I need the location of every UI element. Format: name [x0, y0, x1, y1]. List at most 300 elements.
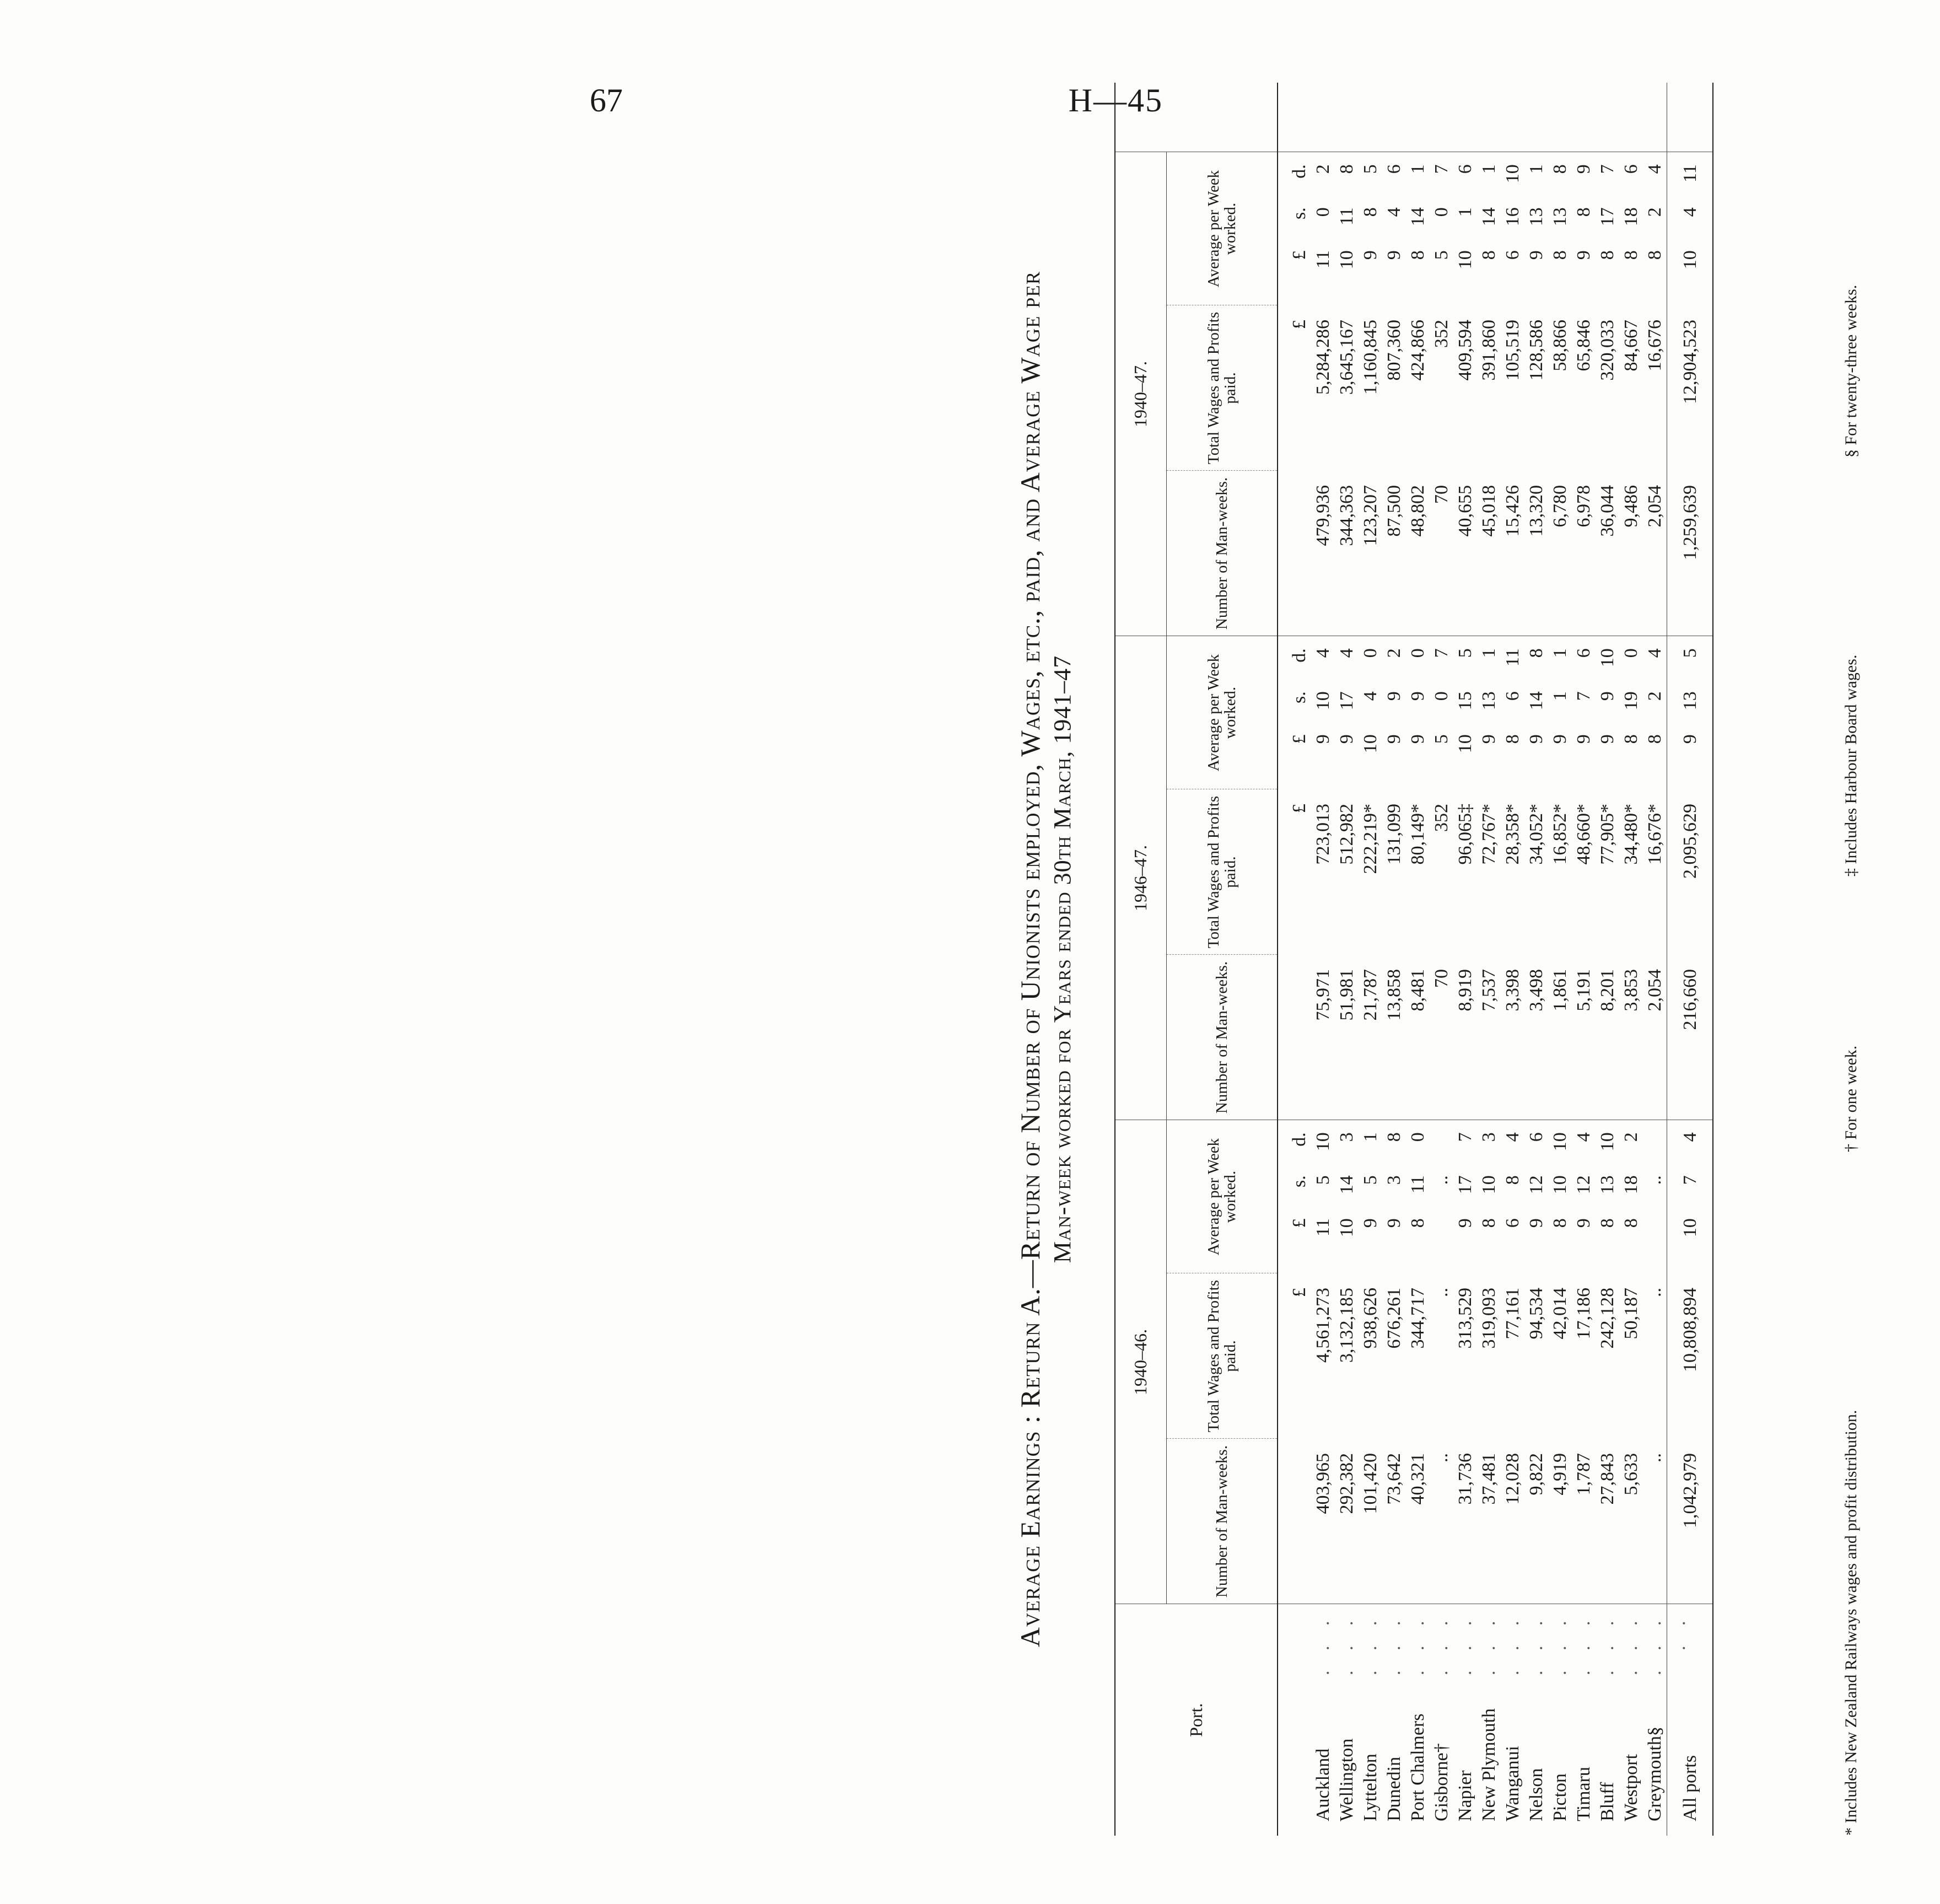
- total-wages-cell: 409,594: [1455, 319, 1475, 381]
- port-label: Picton: [1550, 1773, 1570, 1821]
- port-label: Lyttelton: [1360, 1754, 1381, 1821]
- average-cell: [1667, 152, 1713, 305]
- avg-pence: 6: [1455, 164, 1475, 174]
- avg-shillings: 18: [1621, 1175, 1641, 1195]
- avg-pounds: 9: [1573, 734, 1594, 744]
- avg-pence: 7: [1597, 164, 1618, 174]
- port-label: Westport: [1621, 1754, 1641, 1821]
- average-cell: [1596, 1120, 1619, 1273]
- avg-shillings: 2: [1645, 691, 1665, 701]
- total-wages-cell: 58,866: [1550, 319, 1570, 372]
- total-wages-cell: 16,852*: [1550, 803, 1570, 865]
- avg-pence: 10: [1597, 1132, 1618, 1152]
- avg-pence: 11: [1679, 164, 1700, 182]
- man-weeks-cell: 70: [1430, 955, 1453, 1120]
- leader-dots: . . .: [1455, 1613, 1475, 1675]
- average-cell: [1430, 636, 1453, 789]
- average-cell: [1311, 152, 1335, 305]
- average-cell: [1643, 1120, 1667, 1273]
- avg-shillings: 12: [1573, 1175, 1594, 1195]
- avg-pounds: 8: [1479, 1218, 1499, 1228]
- leader-dots: . . .: [1337, 1613, 1357, 1675]
- avg-pence: 4: [1645, 648, 1665, 658]
- port-label: Timaru: [1573, 1767, 1594, 1821]
- man-weeks-cell: 1,861: [1548, 955, 1572, 1120]
- pound-unit: £: [1289, 319, 1310, 329]
- avg-pence: 5: [1679, 648, 1700, 658]
- total-wages-cell: 4,561,273: [1313, 1288, 1333, 1363]
- avg-shillings: 4: [1384, 207, 1404, 217]
- avg-pounds: 8: [1597, 1218, 1618, 1228]
- table-row: [1406, 83, 1430, 1836]
- avg-pence: 5: [1360, 164, 1381, 174]
- port-name: [1619, 1604, 1643, 1836]
- average-cell: [1406, 1120, 1430, 1273]
- table-row: [1382, 83, 1406, 1836]
- total-wages-cell: 128,586: [1526, 319, 1546, 381]
- avg-pence: 6: [1621, 164, 1641, 174]
- man-weeks-cell: 21,787: [1359, 955, 1382, 1120]
- total-wages-cell: 424,866: [1408, 319, 1428, 381]
- pound-unit: £: [1289, 250, 1310, 260]
- port-name: [1359, 1604, 1382, 1836]
- average-cell: [1359, 636, 1382, 789]
- average-cell: [1667, 636, 1713, 789]
- average-cell: [1619, 152, 1643, 305]
- avg-pounds: 9: [1526, 250, 1546, 260]
- average-cell: [1596, 152, 1619, 305]
- avg-pounds: 10: [1679, 1218, 1700, 1238]
- leader-dots: . . .: [1597, 1613, 1618, 1675]
- total-wages-cell: 344,717: [1408, 1288, 1428, 1349]
- avg-pence: 0: [1621, 648, 1641, 658]
- return-a-landscape: [1014, 83, 1940, 1836]
- page-number: 67: [590, 82, 623, 119]
- total-wages-cell: 105,519: [1502, 319, 1523, 381]
- total-wages-cell: 72,767*: [1479, 803, 1499, 865]
- man-weeks-cell: 5,191: [1572, 955, 1596, 1120]
- avg-shillings: 5: [1360, 1175, 1381, 1185]
- table-row: [1524, 83, 1548, 1836]
- avg-pence: 11: [1502, 648, 1523, 666]
- port-name: [1335, 1604, 1359, 1836]
- avg-shillings: 14: [1408, 207, 1428, 227]
- pound-unit: £: [1289, 734, 1310, 744]
- avg-pounds: 10: [1455, 250, 1475, 270]
- total-wages-cell: 313,529: [1455, 1288, 1475, 1349]
- port-label: Auckland: [1313, 1748, 1333, 1821]
- man-weeks-cell: 7,537: [1477, 955, 1501, 1120]
- average-cell: [1619, 636, 1643, 789]
- average-cell: [1453, 1120, 1477, 1273]
- table-row: [1430, 83, 1453, 1836]
- total-wages-cell: ..: [1431, 1288, 1452, 1297]
- total-wages-cell: 222,219*: [1360, 803, 1381, 874]
- port-label: Nelson: [1526, 1768, 1546, 1821]
- avg-pence: 1: [1408, 164, 1428, 174]
- man-weeks-cell: 8,201: [1596, 955, 1619, 1120]
- average-cell: [1382, 1120, 1406, 1273]
- avg-pounds: 9: [1384, 250, 1404, 260]
- total-wages-cell: 34,052*: [1526, 803, 1546, 865]
- average-cell: [1501, 1120, 1524, 1273]
- total-wages-cell: 938,626: [1360, 1288, 1381, 1349]
- port-label: All ports: [1679, 1755, 1700, 1821]
- man-weeks-cell: ..: [1643, 1439, 1667, 1604]
- total-wages-cell: 723,013: [1313, 803, 1333, 865]
- avg-shillings: 13: [1679, 691, 1700, 711]
- avg-pence: 6: [1384, 164, 1404, 174]
- man-weeks-cell: 70: [1430, 471, 1453, 636]
- man-weeks-header: Number of Man-weeks.: [1167, 1439, 1278, 1604]
- table-row: [1359, 83, 1382, 1836]
- avg-pounds: 9: [1313, 734, 1333, 744]
- total-wages-cell: 131,099: [1384, 803, 1404, 865]
- avg-shillings: 8: [1573, 207, 1594, 217]
- avg-pounds: 9: [1408, 734, 1428, 744]
- table-row: [1619, 83, 1643, 1836]
- avg-pounds: 5: [1431, 250, 1452, 260]
- average-cell: [1548, 1120, 1572, 1273]
- man-weeks-cell: 13,320: [1524, 471, 1548, 636]
- man-weeks-cell: 2,054: [1643, 471, 1667, 636]
- man-weeks-cell: 4,919: [1548, 1439, 1572, 1604]
- average-cell: [1406, 636, 1430, 789]
- man-weeks-cell: 75,971: [1311, 955, 1335, 1120]
- avg-pounds: 9: [1526, 734, 1546, 744]
- avg-shillings: 17: [1455, 1175, 1475, 1195]
- table-row: [1596, 83, 1619, 1836]
- avg-pence: 6: [1573, 648, 1594, 658]
- leader-dots: . .: [1669, 1613, 1689, 1650]
- man-weeks-cell: 27,843: [1596, 1439, 1619, 1604]
- average-cell: [1524, 152, 1548, 305]
- pence-unit: d.: [1289, 1132, 1310, 1147]
- port-label: Gisborne†: [1431, 1743, 1452, 1821]
- total-wages-cell: 96,065‡: [1455, 803, 1475, 865]
- avg-pounds: 9: [1573, 1218, 1594, 1228]
- port-name: [1311, 1604, 1335, 1836]
- avg-pence: 8: [1550, 164, 1570, 174]
- avg-pence: 7: [1431, 164, 1452, 174]
- port-label: Dunedin: [1384, 1756, 1404, 1821]
- total-wages-cell: 319,093: [1479, 1288, 1499, 1349]
- avg-pence: 0: [1360, 648, 1381, 658]
- document-reference: H—45: [1068, 82, 1163, 119]
- avg-shillings: ..: [1645, 1175, 1665, 1185]
- avg-shillings: 6: [1502, 691, 1523, 701]
- avg-pence: 10: [1313, 1132, 1333, 1152]
- man-weeks-cell: 12,028: [1501, 1439, 1524, 1604]
- table-row: [1311, 83, 1335, 1836]
- avg-pounds: 8: [1597, 250, 1618, 260]
- avg-shillings: 9: [1597, 691, 1618, 701]
- avg-pence: 2: [1384, 648, 1404, 658]
- avg-shillings: 0: [1431, 691, 1452, 701]
- avg-shillings: 14: [1337, 1175, 1357, 1195]
- man-weeks-cell: 3,853: [1619, 955, 1643, 1120]
- average-cell: [1572, 636, 1596, 789]
- avg-shillings: 10: [1550, 1175, 1570, 1195]
- avg-pounds: 9: [1360, 250, 1381, 260]
- total-wages-header: Total Wages and Profits paid.: [1167, 789, 1278, 955]
- port-name: [1501, 1604, 1524, 1836]
- avg-pounds: 8: [1621, 250, 1641, 260]
- avg-pounds: 10: [1337, 250, 1357, 270]
- avg-pounds: 6: [1502, 250, 1523, 260]
- total-wages-cell: 320,033: [1597, 319, 1618, 381]
- port-name: [1453, 1604, 1477, 1836]
- man-weeks-cell: 479,936: [1311, 471, 1335, 636]
- average-cell: [1477, 636, 1501, 789]
- avg-pounds: 9: [1550, 734, 1570, 744]
- leader-dots: . . .: [1313, 1613, 1333, 1675]
- average-header: Average per Week worked.: [1167, 152, 1278, 305]
- man-weeks-cell: 37,481: [1477, 1439, 1501, 1604]
- port-name: [1572, 1604, 1596, 1836]
- group-header-1940-46: 1940–46.: [1115, 1120, 1167, 1604]
- group-header-1940-47: 1940–47.: [1115, 152, 1167, 636]
- man-weeks-cell: 6,978: [1572, 471, 1596, 636]
- man-weeks-cell: 73,642: [1382, 1439, 1406, 1604]
- avg-shillings: 9: [1384, 691, 1404, 701]
- leader-dots: . . .: [1479, 1613, 1499, 1675]
- avg-pounds: 10: [1455, 734, 1475, 754]
- avg-shillings: 17: [1337, 691, 1357, 711]
- avg-pounds: 6: [1502, 1218, 1523, 1228]
- avg-pounds: 8: [1479, 250, 1499, 260]
- total-wages-cell: 352: [1431, 319, 1452, 348]
- port-column-header: Port.: [1115, 1604, 1278, 1836]
- port-name: [1596, 1604, 1619, 1836]
- avg-pounds: 8: [1408, 1218, 1428, 1228]
- man-weeks-cell: 2,054: [1643, 955, 1667, 1120]
- average-cell: [1453, 636, 1477, 789]
- avg-shillings: 8: [1360, 207, 1381, 217]
- total-wages-header: Total Wages and Profits paid.: [1167, 1273, 1278, 1439]
- man-weeks-cell: 3,398: [1501, 955, 1524, 1120]
- port-label: Bluff: [1597, 1782, 1618, 1821]
- avg-pence: 9: [1573, 164, 1594, 174]
- average-cell: [1453, 152, 1477, 305]
- man-weeks-cell: 6,780: [1548, 471, 1572, 636]
- average-cell: [1667, 1120, 1713, 1273]
- port-name: [1643, 1604, 1667, 1836]
- leader-dots: . . .: [1573, 1613, 1594, 1675]
- avg-shillings: 16: [1502, 207, 1523, 227]
- avg-pence: 0: [1408, 1132, 1428, 1142]
- man-weeks-header: Number of Man-weeks.: [1167, 471, 1278, 636]
- total-wages-cell: 10,808,894: [1667, 1273, 1713, 1439]
- average-cell: [1643, 636, 1667, 789]
- total-wages-cell: 16,676: [1645, 319, 1665, 372]
- average-cell: [1643, 152, 1667, 305]
- man-weeks-cell: 13,858: [1382, 955, 1406, 1120]
- shilling-unit: s.: [1289, 207, 1310, 219]
- avg-pence: 10: [1502, 164, 1523, 184]
- avg-pence: 1: [1479, 164, 1499, 174]
- average-cell: [1619, 1120, 1643, 1273]
- leader-dots: . . .: [1408, 1613, 1428, 1675]
- avg-pounds: 9: [1360, 1218, 1381, 1228]
- man-weeks-cell: 45,018: [1477, 471, 1501, 636]
- total-wages-cell: 80,149*: [1408, 803, 1428, 865]
- avg-pounds: 9: [1573, 250, 1594, 260]
- total-wages-cell: 94,534: [1526, 1288, 1546, 1340]
- shilling-unit: s.: [1289, 1175, 1310, 1187]
- avg-shillings: 7: [1573, 691, 1594, 701]
- average-cell: [1335, 636, 1359, 789]
- average-cell: [1501, 152, 1524, 305]
- avg-pence: 8: [1526, 648, 1546, 658]
- avg-pounds: 8: [1408, 250, 1428, 260]
- avg-shillings: 4: [1679, 207, 1700, 217]
- average-cell: [1524, 636, 1548, 789]
- port-name: [1406, 1604, 1430, 1836]
- total-wages-cell: 3,645,167: [1337, 319, 1357, 395]
- table-row: [1335, 83, 1359, 1836]
- avg-shillings: 13: [1479, 691, 1499, 711]
- avg-pounds: 8: [1645, 734, 1665, 744]
- avg-pence: 1: [1479, 648, 1499, 658]
- port-label: Greymouth§: [1645, 1726, 1665, 1821]
- man-weeks-cell: 123,207: [1359, 471, 1382, 636]
- avg-pounds: 9: [1337, 734, 1357, 744]
- total-wages-cell: 17,186: [1573, 1288, 1594, 1340]
- total-wages-cell: 50,187: [1621, 1288, 1641, 1340]
- leader-dots: . . .: [1550, 1613, 1570, 1675]
- table-row: [1477, 83, 1501, 1836]
- man-weeks-cell: 9,486: [1619, 471, 1643, 636]
- pound-unit: £: [1289, 803, 1310, 813]
- total-wages-cell: 242,128: [1597, 1288, 1618, 1349]
- avg-pence: 7: [1455, 1132, 1475, 1142]
- avg-pence: 1: [1360, 1132, 1381, 1142]
- avg-pence: 1: [1550, 648, 1570, 658]
- table-subtitle: Man-week worked for Years ended 30th March, 1941–47: [1049, 655, 1076, 1263]
- average-cell: [1501, 636, 1524, 789]
- port-name: [1548, 1604, 1572, 1836]
- leader-dots: . . .: [1645, 1613, 1665, 1675]
- man-weeks-header: Number of Man-weeks.: [1167, 955, 1278, 1120]
- avg-pounds: 5: [1431, 734, 1452, 744]
- average-cell: [1572, 1120, 1596, 1273]
- avg-pence: 7: [1431, 648, 1452, 658]
- avg-pounds: 11: [1313, 1218, 1333, 1236]
- leader-dots: . . .: [1502, 1613, 1523, 1675]
- avg-shillings: 11: [1337, 207, 1357, 225]
- avg-shillings: 10: [1479, 1175, 1499, 1195]
- avg-shillings: 17: [1597, 207, 1618, 227]
- average-cell: [1477, 152, 1501, 305]
- port-name: [1382, 1604, 1406, 1836]
- total-wages-cell: 77,905*: [1597, 803, 1618, 865]
- avg-pence: 4: [1502, 1132, 1523, 1142]
- pence-unit: d.: [1289, 648, 1310, 663]
- average-cell: [1430, 152, 1453, 305]
- total-wages-cell: 1,160,845: [1360, 319, 1381, 395]
- total-wages-cell: 676,261: [1384, 1288, 1404, 1349]
- avg-pounds: 9: [1455, 1218, 1475, 1228]
- avg-shillings: 3: [1384, 1175, 1404, 1185]
- average-cell: [1382, 636, 1406, 789]
- man-weeks-cell: 1,042,979: [1667, 1439, 1713, 1604]
- man-weeks-cell: 36,044: [1596, 471, 1619, 636]
- average-header: Average per Week worked.: [1167, 636, 1278, 789]
- avg-shillings: 1: [1550, 691, 1570, 701]
- man-weeks-cell: 216,660: [1667, 955, 1713, 1120]
- table-row: [1548, 83, 1572, 1836]
- man-weeks-cell: 3,498: [1524, 955, 1548, 1120]
- average-cell: [1524, 1120, 1548, 1273]
- shilling-unit: s.: [1289, 691, 1310, 703]
- man-weeks-cell: 40,321: [1406, 1439, 1430, 1604]
- port-label: Wanganui: [1502, 1746, 1523, 1821]
- average-cell: [1572, 152, 1596, 305]
- group-header-1946-47: 1946–47.: [1115, 636, 1167, 1120]
- average-cell: [1596, 636, 1619, 789]
- average-cell: [1335, 152, 1359, 305]
- footnote-one-week: † For one week.: [1842, 1045, 1860, 1152]
- man-weeks-cell: ..: [1430, 1439, 1453, 1604]
- avg-pence: 3: [1337, 1132, 1357, 1142]
- man-weeks-cell: 292,382: [1335, 1439, 1359, 1604]
- avg-shillings: 15: [1455, 691, 1475, 711]
- total-wages-cell: 48,660*: [1573, 803, 1594, 865]
- avg-pence: 5: [1455, 648, 1475, 658]
- average-cell: [1548, 152, 1572, 305]
- total-wages-cell: 807,360: [1384, 319, 1404, 381]
- avg-pounds: 10: [1679, 250, 1700, 270]
- total-wages-cell: 16,676*: [1645, 803, 1665, 865]
- avg-pence: 3: [1479, 1132, 1499, 1142]
- avg-shillings: 2: [1645, 207, 1665, 217]
- man-weeks-cell: 8,919: [1453, 955, 1477, 1120]
- total-wages-cell: 3,132,185: [1337, 1288, 1357, 1363]
- pence-unit: d.: [1289, 164, 1310, 179]
- avg-pounds: 8: [1621, 1218, 1641, 1228]
- average-cell: [1359, 152, 1382, 305]
- avg-pounds: 8: [1502, 734, 1523, 744]
- table-row: [1453, 83, 1477, 1836]
- port-name: [1667, 1604, 1713, 1836]
- port-name: [1430, 1604, 1453, 1836]
- leader-dots: . . .: [1384, 1613, 1404, 1675]
- total-wages-cell: ..: [1645, 1288, 1665, 1297]
- total-wages-cell: 512,982: [1337, 803, 1357, 865]
- port-label: Port Chalmers: [1408, 1713, 1428, 1821]
- avg-pence: 4: [1337, 648, 1357, 658]
- units-row: [1278, 83, 1311, 1836]
- footnote-twenty-three-weeks: § For twenty-three weeks.: [1842, 284, 1860, 458]
- avg-pence: 10: [1597, 648, 1618, 668]
- average-cell: [1382, 152, 1406, 305]
- man-weeks-cell: 1,787: [1572, 1439, 1596, 1604]
- avg-shillings: 13: [1526, 207, 1546, 227]
- pound-unit: £: [1289, 1288, 1310, 1297]
- avg-shillings: 9: [1408, 691, 1428, 701]
- avg-pence: 2: [1313, 164, 1333, 174]
- port-name: [1524, 1604, 1548, 1836]
- avg-shillings: 10: [1313, 691, 1333, 711]
- man-weeks-cell: 1,259,639: [1667, 471, 1713, 636]
- leader-dots: . . .: [1431, 1613, 1452, 1675]
- man-weeks-cell: 87,500: [1382, 471, 1406, 636]
- average-cell: [1477, 1120, 1501, 1273]
- man-weeks-cell: 5,633: [1619, 1439, 1643, 1604]
- average-cell: [1406, 152, 1430, 305]
- avg-shillings: 5: [1313, 1175, 1333, 1185]
